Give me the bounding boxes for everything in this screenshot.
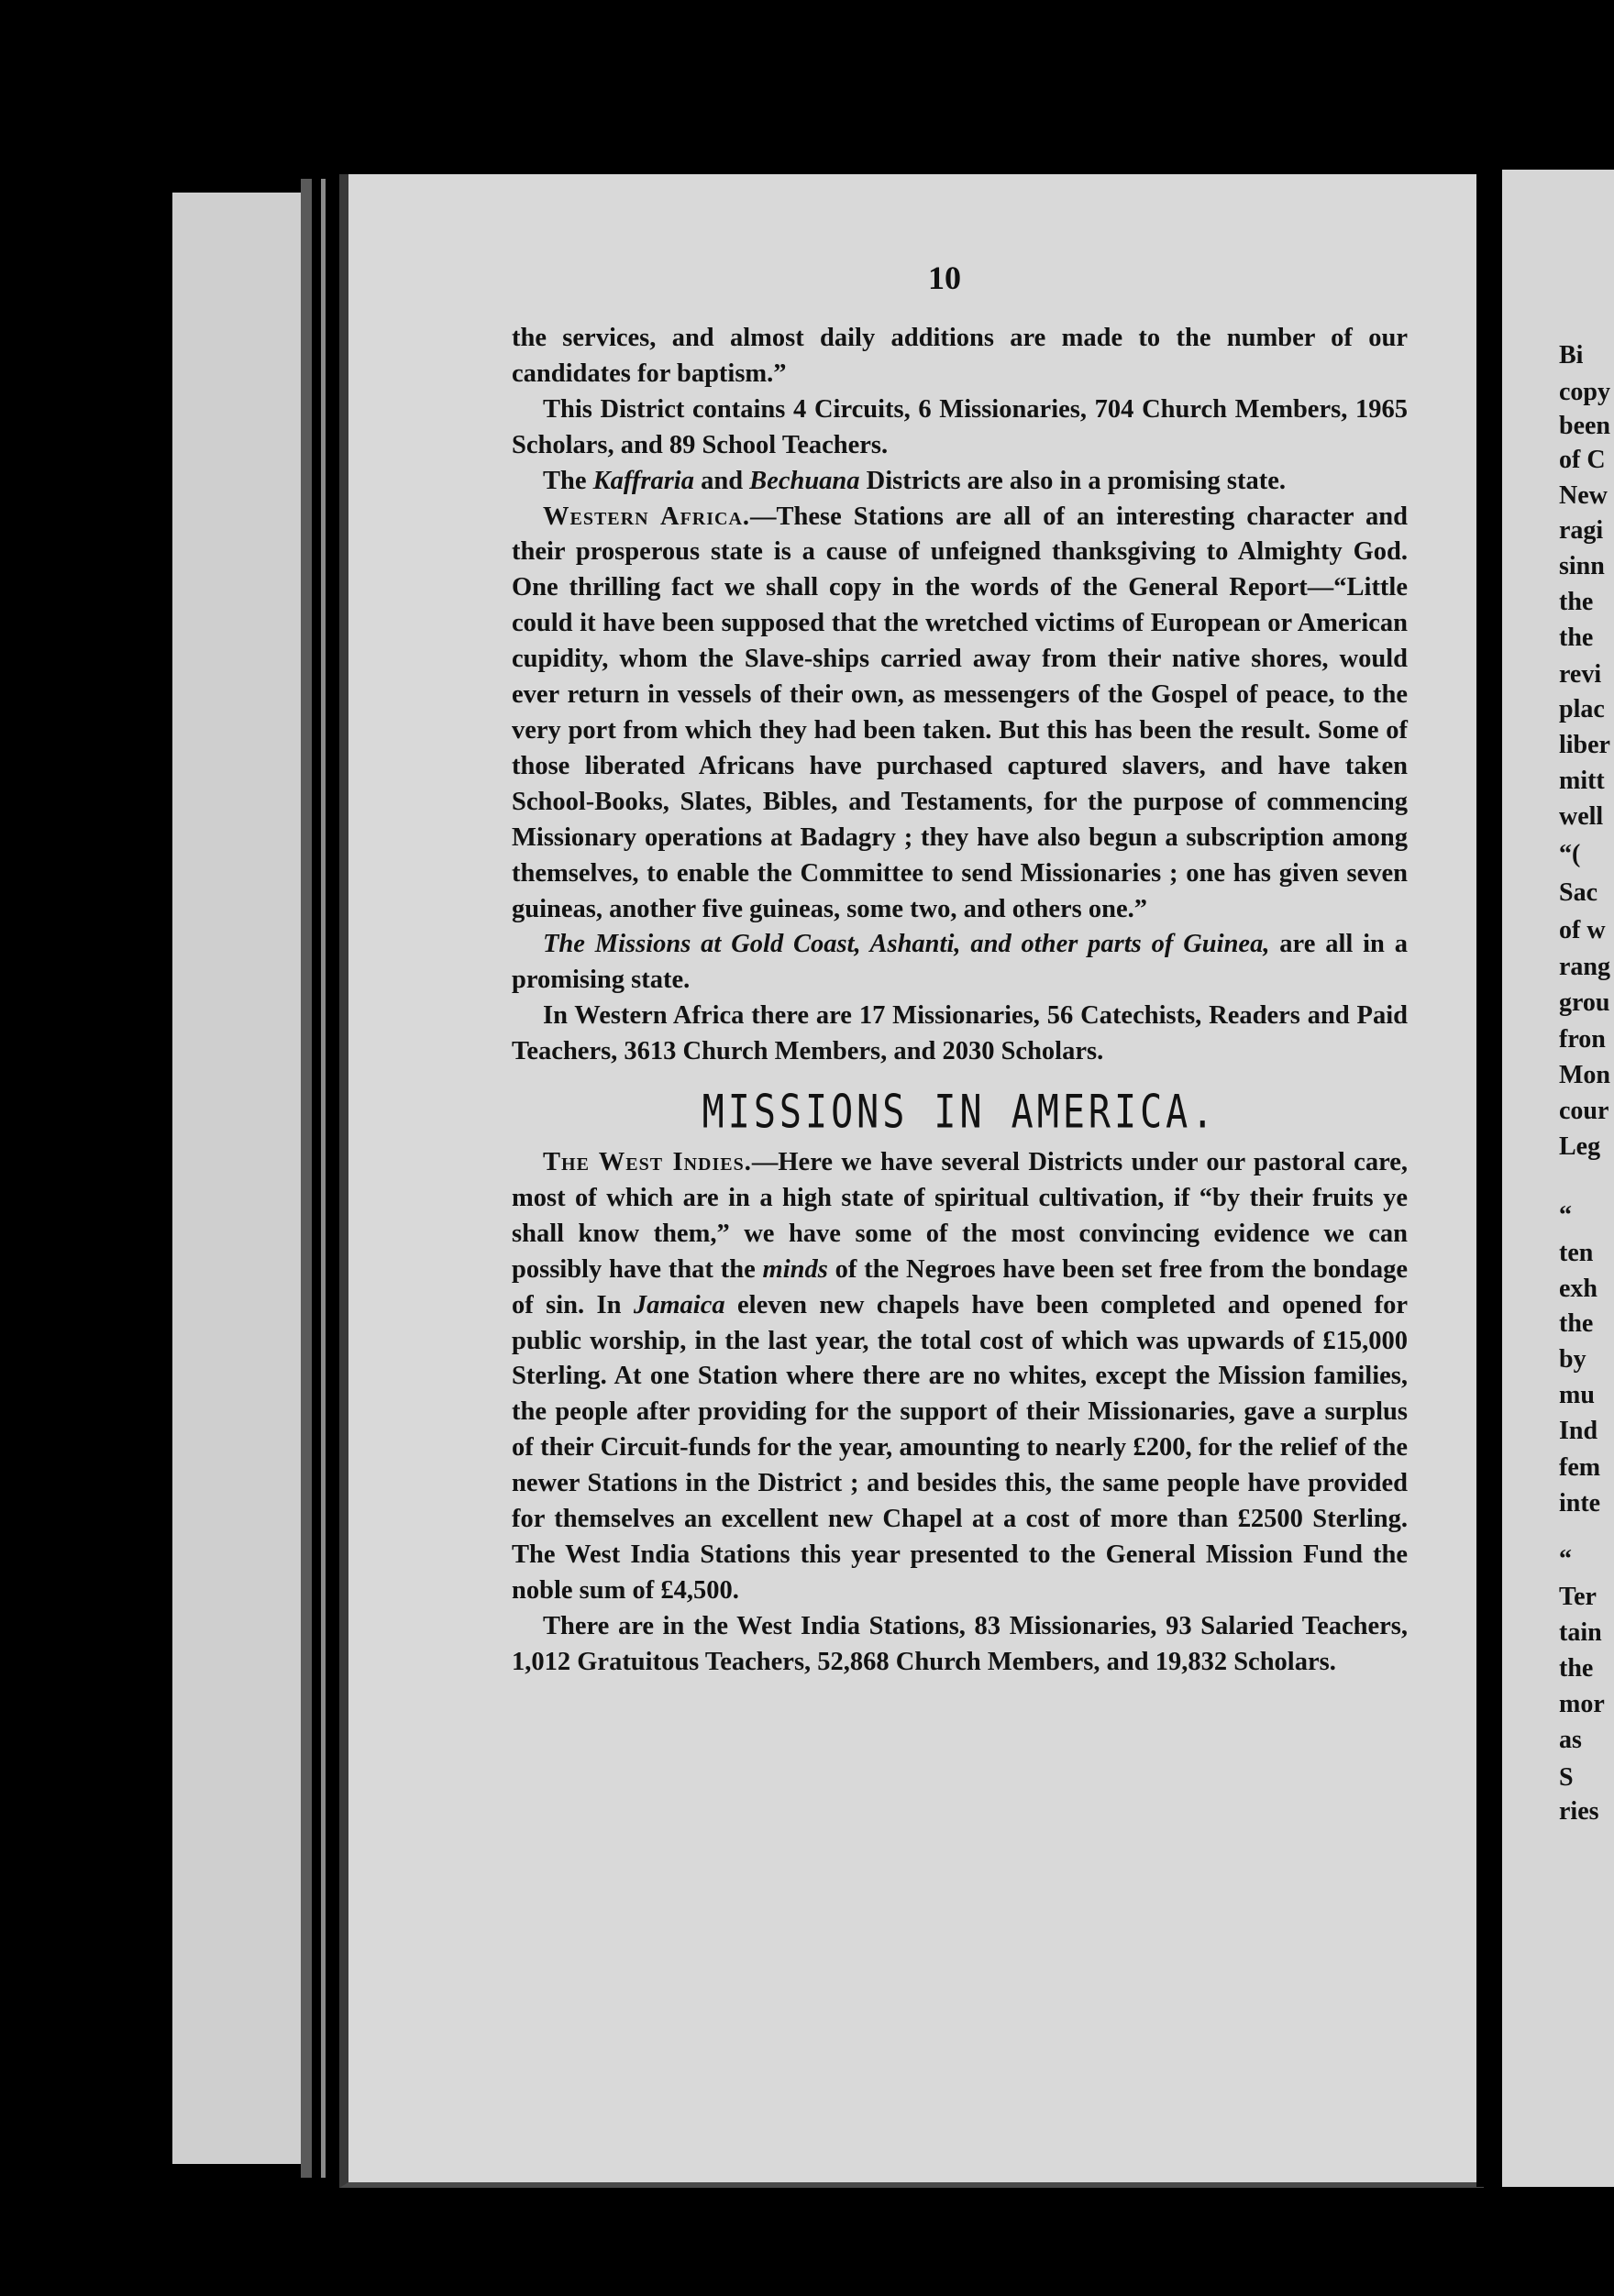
- adjacent-page-fragment: rang: [1559, 953, 1610, 981]
- paragraph: Western Africa.—These Stations are all of an interesting character and their prosperous state is a cause of unfeigned thanksgiving to Almighty God. One thrilling fact we shall copy in the words of the General Report—“Little could it have been supposed that the wretched victims of European or American cupidity, whom the Slave-ships carried away from their native shores, would ever return in vessels of their own, as messengers of the Gospel of peace, to the very port from which they had been taken. But this has been the result. Some of those liberated Africans have purchased captured slavers, and have taken School-Books, Slates, Bibles, and Testaments, for the purpose of commencing Missionary operations at Badagry ; they have also begun a subscription among themselves, to enable the Committee to send Missionaries ; one has given seven guineas, another five guineas, some two, and others one.”: [512, 502, 1408, 923]
- page-number: 10: [928, 259, 961, 296]
- adjacent-page-fragment: the: [1559, 588, 1594, 616]
- adjacent-page-fragment: Bi: [1559, 341, 1584, 370]
- adjacent-page-fragment: well: [1559, 802, 1604, 831]
- section-heading: MISSIONS IN AMERICA.: [702, 1086, 1218, 1139]
- binding-line: [301, 179, 312, 2178]
- adjacent-page-fragment: ragi: [1559, 516, 1604, 545]
- adjacent-page-fragment: tain: [1559, 1618, 1602, 1647]
- adjacent-page-fragment: S: [1559, 1763, 1574, 1792]
- adjacent-page-fragment: grou: [1559, 988, 1610, 1017]
- adjacent-page-fragment: cour: [1559, 1097, 1609, 1125]
- adjacent-page-fragment: sinn: [1559, 552, 1605, 580]
- adjacent-page-fragment: of C: [1559, 446, 1606, 474]
- paragraph: In Western Africa there are 17 Missionaries, 56 Catechists, Readers and Paid Teachers, 3613 Church Members, and 2030 Scholars.: [512, 1001, 1408, 1066]
- run-in-heading: The West Indies.: [543, 1148, 752, 1177]
- adjacent-page-fragment: Ind: [1559, 1417, 1598, 1445]
- page-gutter: [1476, 170, 1502, 2187]
- adjacent-page-fragment: “: [1559, 1545, 1572, 1573]
- adjacent-page-fragment: copy: [1559, 378, 1610, 406]
- adjacent-page-fragment: Leg: [1559, 1132, 1601, 1161]
- adjacent-page-fragment: ries: [1559, 1797, 1599, 1826]
- adjacent-page-fragment: “(: [1559, 840, 1581, 868]
- run-in-heading: Western Africa.: [543, 502, 751, 531]
- paragraph: The Missions at Gold Coast, Ashanti, and other parts of Guinea, are all in a promising state.: [512, 930, 1409, 995]
- paragraph: There are in the West India Stations, 83 Missionaries, 93 Salaried Teachers, 1,012 Gratuitous Teachers, 52,868 Church Members, and 19,832 Scholars.: [512, 1611, 1408, 1676]
- adjacent-page-fragment: fem: [1559, 1453, 1601, 1482]
- adjacent-page-fragment: Sac: [1559, 878, 1597, 907]
- adjacent-page-fragment: as: [1559, 1726, 1582, 1754]
- adjacent-page-fragment: liber: [1559, 731, 1610, 759]
- adjacent-page-fragment: mor: [1559, 1690, 1605, 1718]
- adjacent-page-fragment: the: [1559, 1654, 1594, 1683]
- paragraph: the services, and almost daily additions are made to the number of our candidates for baptism.”: [512, 324, 1408, 388]
- paragraph: This District contains 4 Circuits, 6 Missionaries, 704 Church Members, 1965 Scholars, and 89 School Teachers.: [512, 394, 1408, 459]
- adjacent-page-fragment: revi: [1559, 660, 1602, 689]
- adjacent-page-fragment: by: [1559, 1345, 1586, 1374]
- adjacent-page-fragment: “: [1559, 1201, 1572, 1230]
- adjacent-page-fragment: the: [1559, 624, 1594, 652]
- adjacent-page-fragment: plac: [1559, 695, 1605, 723]
- page-body: [512, 321, 1408, 1681]
- adjacent-page-fragment: fron: [1559, 1025, 1606, 1054]
- adjacent-page-fragment: Mon: [1559, 1061, 1610, 1089]
- adjacent-page-fragment: been: [1559, 412, 1610, 440]
- adjacent-page-fragment: Ter: [1559, 1583, 1597, 1611]
- adjacent-page-fragment: ten: [1559, 1239, 1594, 1267]
- paragraph: The West Indies.—Here we have several Districts under our pastoral care, most of which are in a high state of spiritual cultivation, if “by their fruits ye shall know them,” we have some of the most convincing evidence we can possibly have that the minds of the Negroes have been set free from the bondage of sin. In Jamaica eleven new chapels have been completed and opened for public worship, in the last year, the total cost of which was upwards of £15,000 Sterling. At one Station where there are no whites, except the Mission families, the people after providing for the support of their Missionaries, gave a surplus of their Circuit-funds for the year, amounting to nearly £200, for the relief of the newer Stations in the District ; and besides this, the same people have provided for themselves an excellent new Chapel at a cost of more than £2500 Sterling. The West India Stations this year presented to the General Mission Fund the noble sum of £4,500.: [512, 1148, 1408, 1605]
- book-edge-left: [172, 193, 310, 2164]
- adjacent-page-fragment: mu: [1559, 1381, 1595, 1409]
- adjacent-page-fragment: the: [1559, 1309, 1594, 1338]
- adjacent-page-fragment: exh: [1559, 1275, 1597, 1303]
- adjacent-page-fragment: mitt: [1559, 767, 1605, 795]
- adjacent-page-fragment: of w: [1559, 916, 1606, 944]
- binding-line-inner: [321, 179, 326, 2178]
- paragraph: The Kaffraria and Bechuana Districts are also in a promising state.: [543, 466, 1286, 495]
- adjacent-page-fragment: New: [1559, 481, 1608, 510]
- adjacent-page-fragment: inte: [1559, 1489, 1601, 1518]
